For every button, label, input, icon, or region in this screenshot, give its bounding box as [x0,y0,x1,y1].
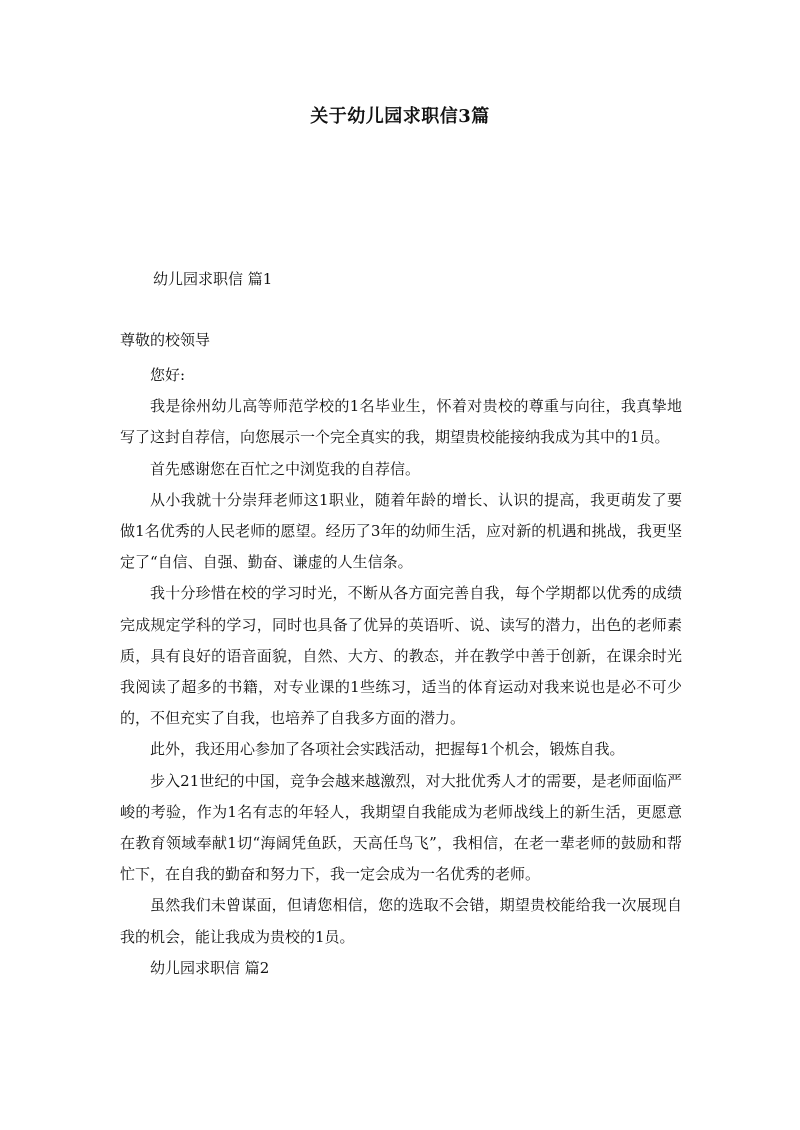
section-heading-1: 幼儿园求职信 篇1 [153,270,273,288]
body-paragraph: 我十分珍惜在校的学习时光，不断从各方面完善自我，每个学期都以优秀的成绩完成规定学科的学习，同时也具备了优异的英语听、说、读写的潜力，出色的老师素质，具有良好的语音面貌，自然、大方、的教态，并在教学中善于创新，在课余时光我阅读了超多的书籍，对专业课的1些练习，适当的体育运动对我来说也是必不可少的，不但充实了自我，也培养了自我多方面的潜力。 [120,584,682,728]
salutation: 尊敬的校领导 [120,331,211,349]
body-paragraph: 步入21世纪的中国，竞争会越来越激烈，对大批优秀人才的需要，是老师面临严峻的考验，作为1名有志的年轻人，我期望自我能成为老师战线上的新生活，更愿意在教育领域奉献1切“海阔凭鱼跃，天高任鸟飞”，我相信，在老一辈老师的鼓励和帮忙下，在自我的勤奋和努力下，我一定会成为一名优秀的老师。 [120,771,682,884]
body-paragraph: 虽然我们未曾谋面，但请您相信，您的选取不会错，期望贵校能给我一次展现自我的机会，能让我成为贵校的1员。 [120,896,682,946]
body-paragraph: 我是徐州幼儿高等师范学校的1名毕业生，怀着对贵校的尊重与向往，我真挚地写了这封自荐信，向您展示一个完全真实的我，期望贵校能接纳我成为其中的1员。 [120,397,682,447]
section-heading-2: 幼儿园求职信 篇2 [150,958,270,977]
body-paragraph: 此外，我还用心参加了各项社会实践活动，把握每1个机会，锻炼自我。 [150,740,625,759]
greeting-paragraph: 您好: [150,366,186,384]
body-paragraph: 从小我就十分崇拜老师这1职业，随着年龄的增长、认识的提高，我更萌发了要做1名优秀的人民老师的愿望。经历了3年的幼师生活，应对新的机遇和挑战，我更坚定了“自信、自强、勤奋、谦虚的人生信条。 [120,490,682,572]
document-title: 关于幼儿园求职信3篇 [310,106,490,127]
body-paragraph: 首先感谢您在百忙之中浏览我的自荐信。 [150,459,421,478]
letter-body [120,360,682,984]
